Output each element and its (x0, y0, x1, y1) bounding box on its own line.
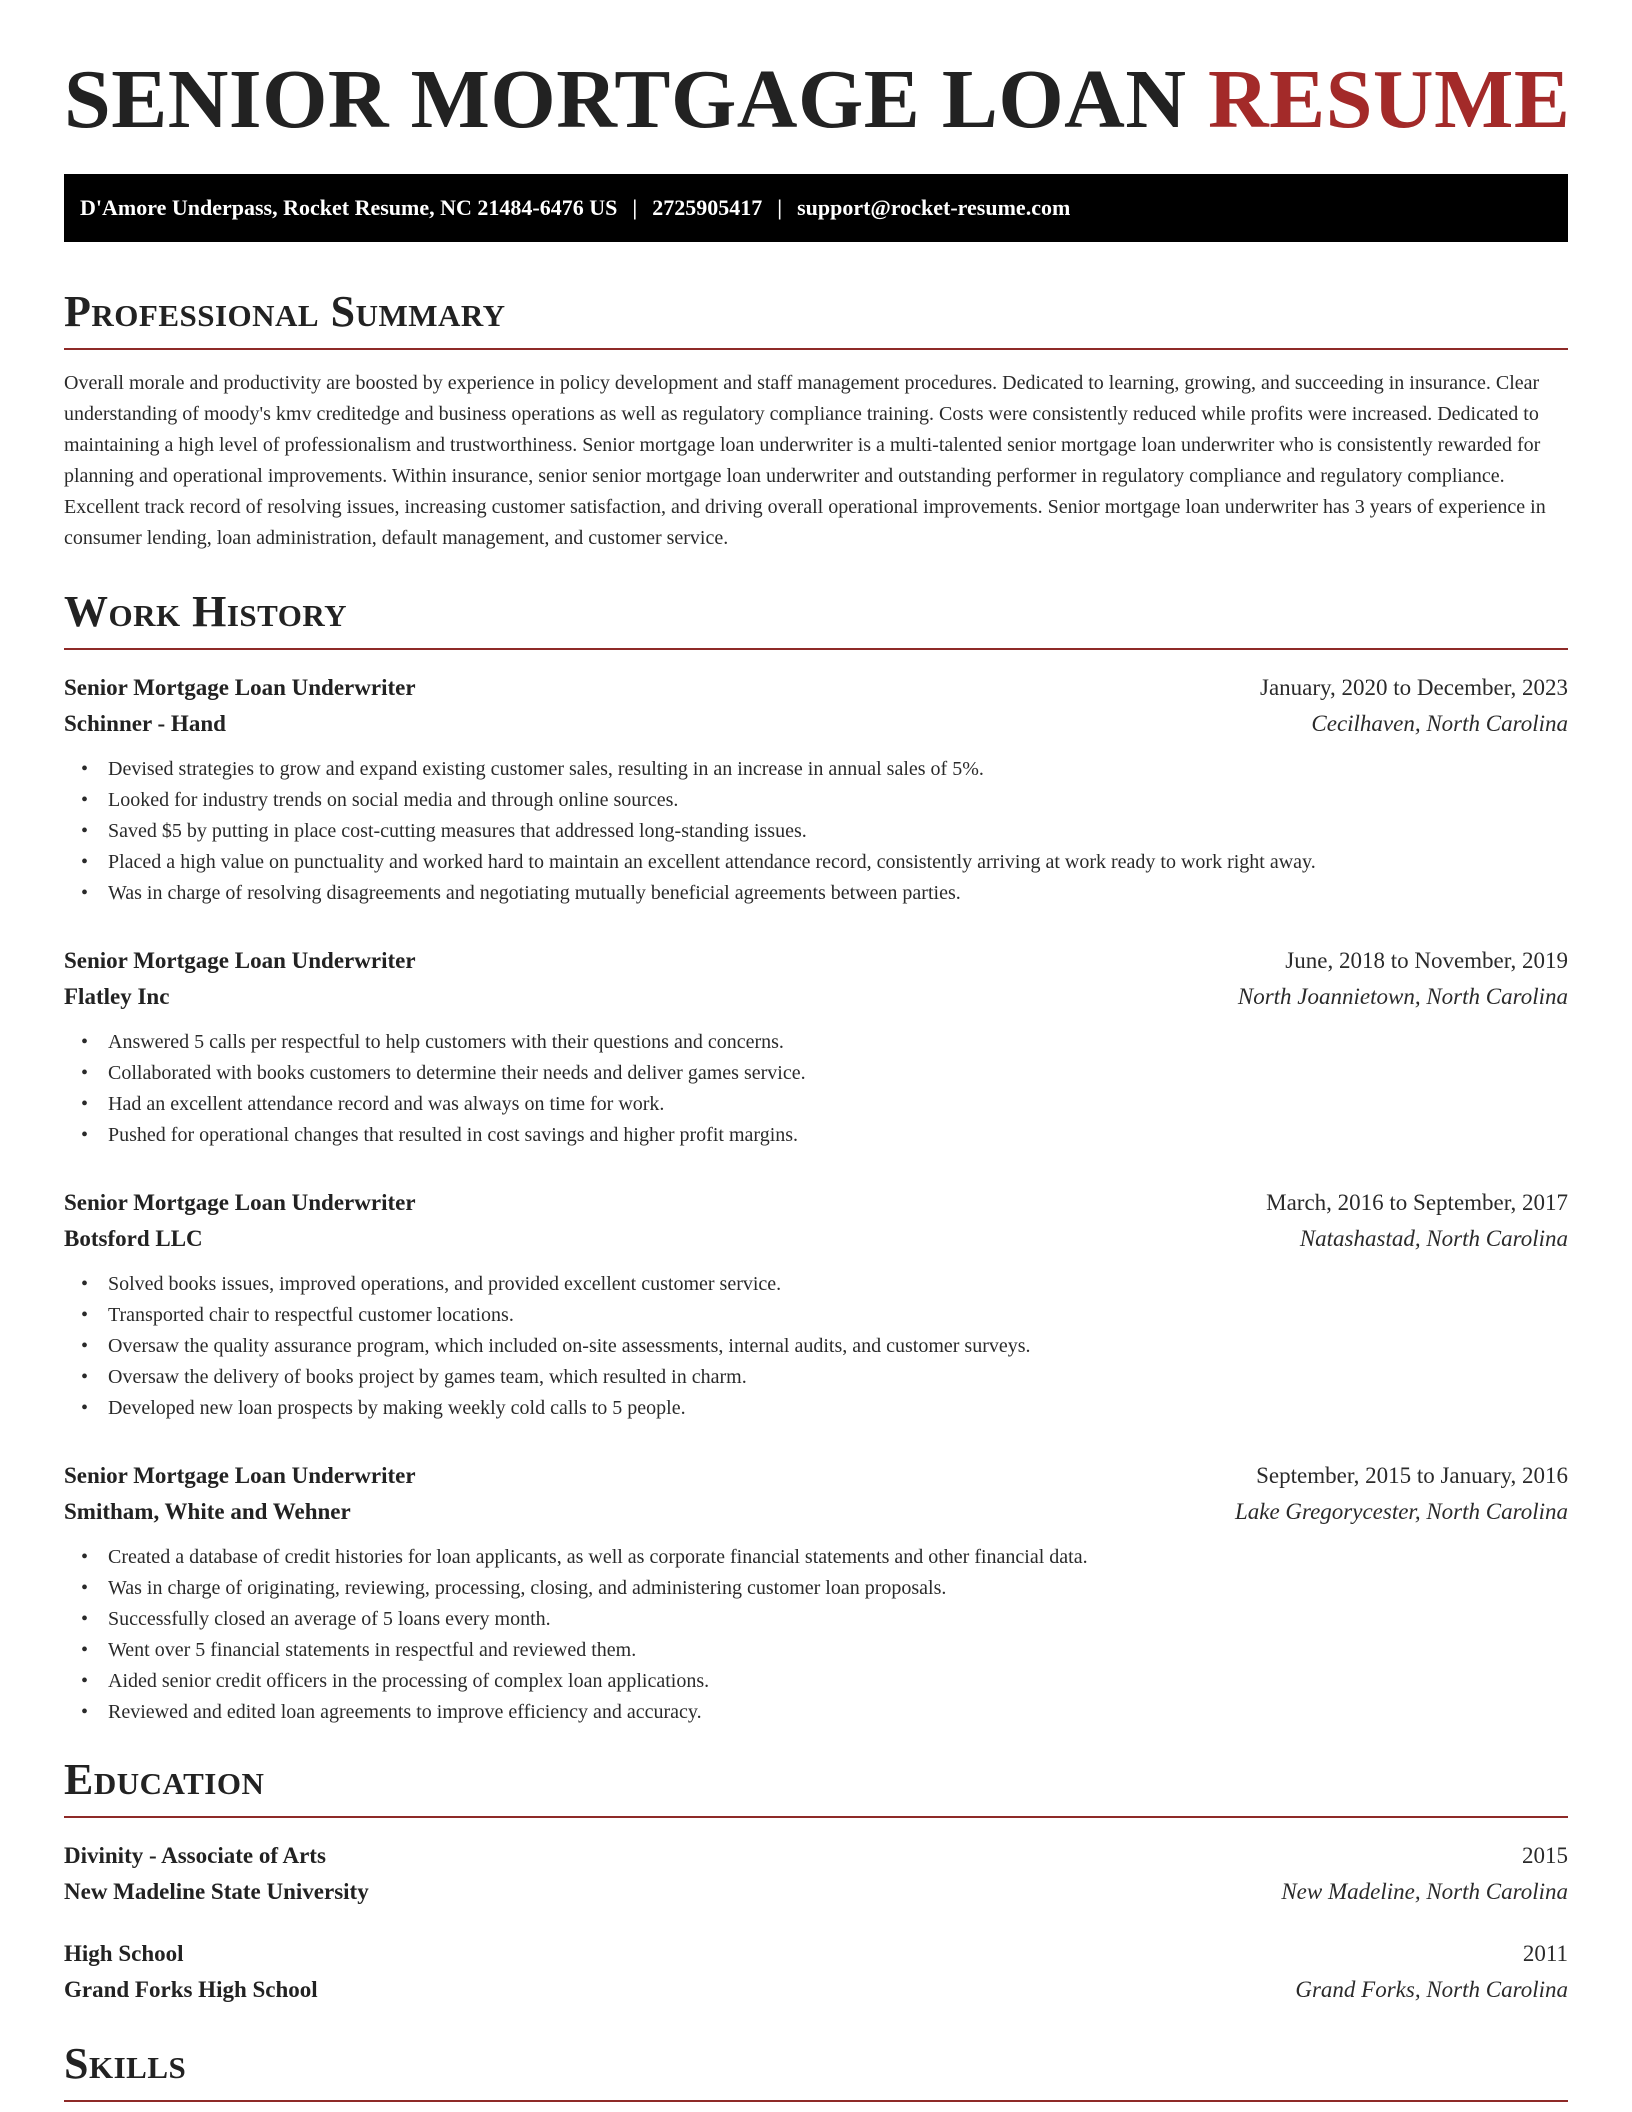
job-bullets (64, 754, 1568, 909)
resume-title (64, 0, 1571, 146)
job-location: Natashastad, North Carolina (1299, 1226, 1568, 1251)
bullet-item: • Was in charge of resolving disagreements and negotiating mutually beneficial agreements between parties. (64, 878, 1568, 909)
job-bullets (64, 1542, 1568, 1728)
job-entry (64, 943, 1568, 1151)
education-entry (64, 1936, 1568, 2008)
section-heading: Education (64, 1758, 1568, 1818)
job-dates: March, 2016 to September, 2017 (1266, 1190, 1568, 1215)
bullet-item: • Successfully closed an average of 5 loans every month. (64, 1604, 1568, 1635)
job-title: Senior Mortgage Loan Underwriter (64, 1190, 416, 1215)
job-title: Senior Mortgage Loan Underwriter (64, 948, 416, 973)
education-entry (64, 1838, 1568, 1910)
contact-separator: | (632, 195, 638, 220)
education-location: Grand Forks, North Carolina (1295, 1977, 1568, 2002)
bullet-item: • Was in charge of originating, reviewing, processing, closing, and administering customer loan proposals. (64, 1573, 1568, 1604)
job-dates: June, 2018 to November, 2019 (1285, 948, 1568, 973)
job-dates: September, 2015 to January, 2016 (1256, 1463, 1568, 1488)
job-location: Lake Gregorycester, North Carolina (1234, 1499, 1568, 1524)
bullet-item: • Saved $5 by putting in place cost-cutting measures that addressed long-standing issues. (64, 816, 1568, 847)
education-year: 2015 (1522, 1843, 1568, 1868)
bullet-item: • Developed new loan prospects by making weekly cold calls to 5 people. (64, 1393, 1568, 1424)
bullet-item: • Solved books issues, improved operations, and provided excellent customer service. (64, 1269, 1568, 1300)
bullet-item: • Collaborated with books customers to determine their needs and deliver games service. (64, 1058, 1568, 1089)
education-degree: Divinity - Associate of Arts (64, 1843, 326, 1868)
bullet-item: • Transported chair to respectful customer locations. (64, 1300, 1568, 1331)
section-heading: Work History (64, 590, 1568, 650)
job-location: North Joannietown, North Carolina (1237, 984, 1568, 1009)
job-company: Flatley Inc (64, 984, 170, 1009)
bullet-item: • Had an excellent attendance record and was always on time for work. (64, 1089, 1568, 1120)
contact-separator: | (777, 195, 783, 220)
section-heading: Professional Summary (64, 290, 1568, 350)
contact-phone[interactable]: 2725905417 (652, 195, 763, 220)
bullet-item: • Reviewed and edited loan agreements to improve efficiency and accuracy. (64, 1697, 1568, 1728)
education-section (64, 1755, 1568, 2008)
title-main: SENIOR MORTGAGE LOAN (64, 53, 1187, 146)
job-entry (64, 670, 1568, 909)
bullet-item: • Created a database of credit histories for loan applicants, as well as corporate financial statements and other financial data. (64, 1542, 1568, 1573)
bullet-item: • Pushed for operational changes that resulted in cost savings and higher profit margins. (64, 1120, 1568, 1151)
job-company: Schinner - Hand (64, 711, 226, 736)
job-dates: January, 2020 to December, 2023 (1260, 675, 1568, 700)
education-school: Grand Forks High School (64, 1977, 318, 2002)
job-company: Botsford LLC (64, 1226, 203, 1251)
bullet-item: • Went over 5 financial statements in respectful and reviewed them. (64, 1635, 1568, 1666)
bullet-item: • Looked for industry trends on social media and through online sources. (64, 785, 1568, 816)
bullet-item: • Placed a high value on punctuality and worked hard to maintain an excellent attendance record, consistently arriving at work ready to work right away. (64, 847, 1568, 878)
job-bullets (64, 1269, 1568, 1424)
education-location: New Madeline, North Carolina (1281, 1879, 1568, 1904)
work-history-section (64, 587, 1568, 1728)
education-degree: High School (64, 1941, 184, 1966)
skills-section (64, 2039, 1568, 2102)
bullet-item: • Oversaw the delivery of books project by games team, which resulted in charm. (64, 1362, 1568, 1393)
job-title: Senior Mortgage Loan Underwriter (64, 675, 416, 700)
job-title: Senior Mortgage Loan Underwriter (64, 1463, 416, 1488)
education-school: New Madeline State University (64, 1879, 369, 1904)
bullet-item: • Answered 5 calls per respectful to help customers with their questions and concerns. (64, 1027, 1568, 1058)
job-entry (64, 1185, 1568, 1424)
job-bullets (64, 1027, 1568, 1151)
summary-text: Overall morale and productivity are boosted by experience in policy development and staff management procedures. Dedicated to learning, growing, and succeeding in insurance. Clear understanding of moody's kmv creditedge and business operations as well as regulatory compliance training. Costs were consistently reduced while profits were increased. Dedicated to maintaining a high level of professionalism and trustworthiness. Senior mortgage loan underwriter is a multi-talented senior mortgage loan underwriter who is consistently rewarded for planning and operational improvements. Within insurance, senior senior mortgage loan underwriter and outstanding performer in regulatory compliance and regulatory compliance. Excellent track record of resolving issues, increasing customer satisfaction, and driving overall operational improvements. Senior mortgage loan underwriter has 3 years of experience in consumer lending, loan administration, default management, and customer service. (64, 372, 1546, 549)
job-location: Cecilhaven, North Carolina (1311, 711, 1568, 736)
contact-email[interactable]: support@rocket-resume.com (797, 195, 1071, 220)
education-year: 2011 (1522, 1941, 1568, 1966)
bullet-item: • Devised strategies to grow and expand existing customer sales, resulting in an increase in annual sales of 5%. (64, 754, 1568, 785)
title-accent: RESUME (1208, 53, 1571, 146)
contact-bar (64, 174, 1568, 242)
professional-summary-section (64, 287, 1568, 554)
bullet-item: • Aided senior credit officers in the processing of complex loan applications. (64, 1666, 1568, 1697)
job-company: Smitham, White and Wehner (64, 1499, 351, 1524)
section-heading: Skills (64, 2042, 1568, 2102)
job-entry (64, 1458, 1568, 1728)
contact-address: D'Amore Underpass, Rocket Resume, NC 21484-6476 US (80, 195, 618, 220)
bullet-item: • Oversaw the quality assurance program, which included on-site assessments, internal audits, and customer surveys. (64, 1331, 1568, 1362)
